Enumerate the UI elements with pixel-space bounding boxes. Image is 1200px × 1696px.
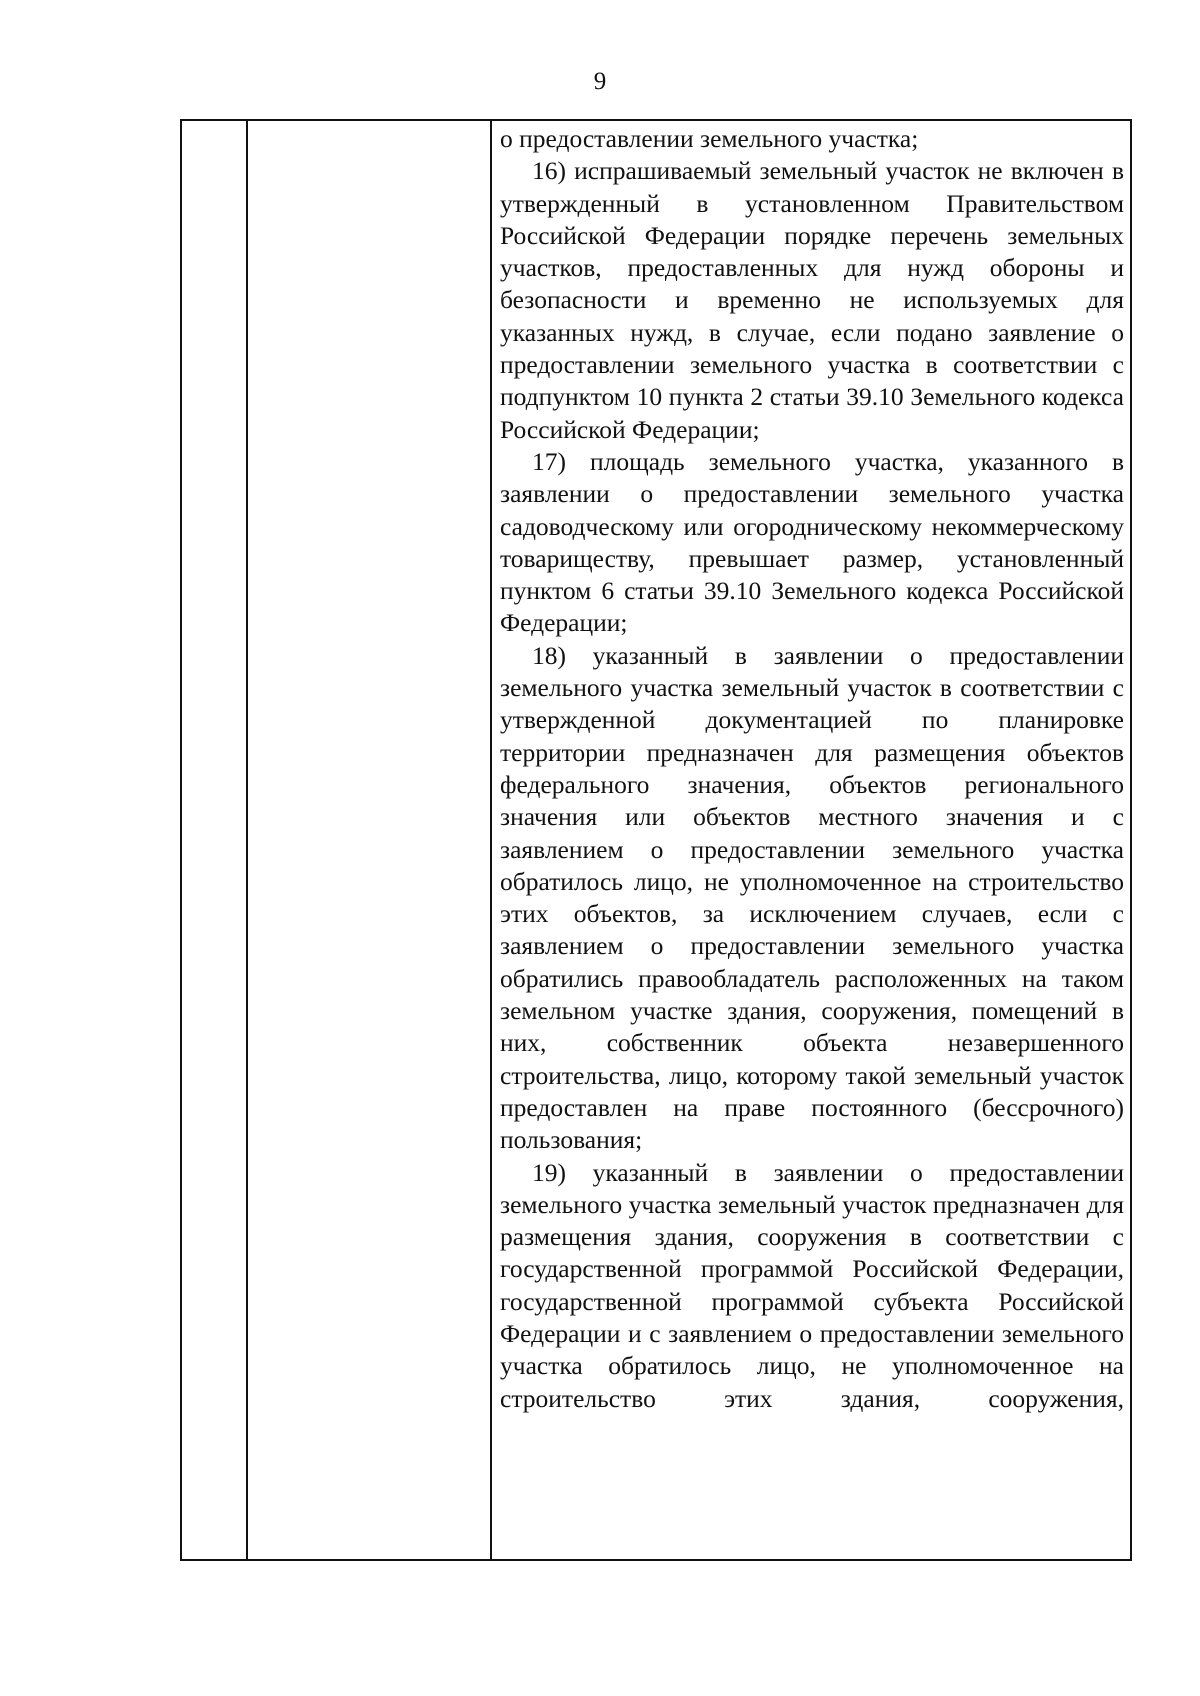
table-cell-content <box>500 123 1124 1415</box>
paragraph-item-17: 17) площадь земельного участка, указанного в заявлении о предоставлении земельного участка садоводческому или огородническому некоммерческому товариществу, превышает размер, установленный пунктом 6 статьи 39.10 Земельного кодекса Российской Федерации; <box>500 446 1124 638</box>
paragraph-item-19: 19) указанный в заявлении о предоставлении земельного участка земельный участок предназначен для размещения здания, сооружения в соответствии с государственной программой Российской Федерации, государственной программой субъекта Российской Федерации и с заявлением о предоставлении земельного участка обратилось лицо, не уполномоченное на строительство этих здания, сооружения, <box>500 1157 1124 1413</box>
paragraph-continuation: о предоставлении земельного участка; <box>500 124 919 153</box>
column-divider-1 <box>246 121 248 1559</box>
paragraph-item-16: 16) испрашиваемый земельный участок не включен в утвержденный в установленном Правительством Российской Федерации порядке перечень земельных участков, предоставленных для нужд обороны и безопасности и временно не используемых для указанных нужд, в случае, если подано заявление о предоставлении земельного участка в соответствии с подпунктом 10 пункта 2 статьи 39.10 Земельного кодекса Российской Федерации; <box>500 156 1124 444</box>
column-divider-2 <box>490 121 492 1559</box>
document-table <box>180 119 1132 1561</box>
page-number: 9 <box>593 68 607 95</box>
paragraph-item-18: 18) указанный в заявлении о предоставлении земельного участка земельный участок в соответствии с утвержденной документацией по планировке территории предназначен для размещения объектов федерального значения, объектов регионального значения или объектов местного значения и с заявлением о предоставлении земельного участка обратилось лицо, не уполномоченное на строительство этих объектов, за исключением случаев, если с заявлением о предоставлении земельного участка обратились правообладатель расположенных на таком земельном участке здания, сооружения, помещений в них, собственник объекта незавершенного строительства, лицо, которому такой земельный участок предоставлен на праве постоянного (бессрочного) пользования; <box>500 640 1124 1155</box>
